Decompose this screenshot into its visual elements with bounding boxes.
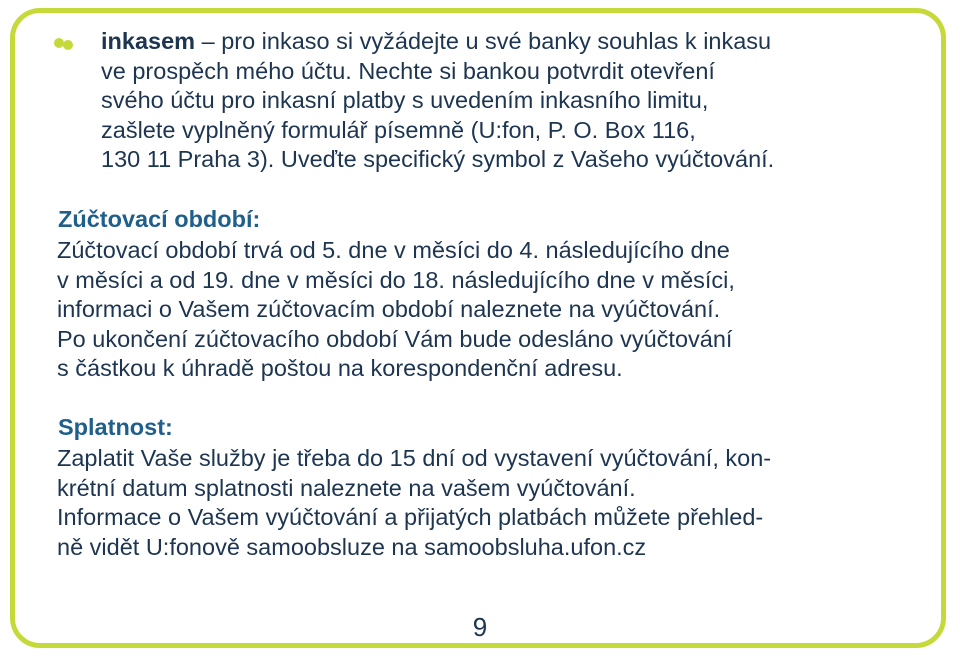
splatnost-line-1: Zaplatit Vaše služby je třeba do 15 dní od vystavení vyúčtování, kon-	[57, 445, 772, 471]
zuctovaci-line-4: Po ukončení zúčtovacího období Vám bude odesláno vyúčtování	[57, 325, 733, 352]
splatnost-line-4: ně vidět U:fonově samoobsluze na samoobsluha.ufon.cz	[57, 533, 647, 560]
inkaso-line-3: svého účtu pro inkasní platby s uvedením inkasního limitu,	[101, 87, 709, 113]
zuctovaci-paragraph	[57, 236, 735, 384]
splatnost-line-2: krétní datum splatnosti naleznete na vašem vyúčtování.	[57, 474, 636, 501]
zuctovaci-line-2: v měsíci a od 19. dne v měsíci do 18. následujícího dne v měsíci,	[57, 266, 735, 293]
splatnost-paragraph	[57, 444, 771, 562]
inkaso-line-4: zašlete vyplněný formulář písemně (U:fon, P. O. Box 116,	[101, 116, 696, 143]
zuctovaci-line-3: informaci o Vašem zúčtovacím období naleznete na vyúčtování.	[57, 296, 721, 322]
inkaso-paragraph	[101, 27, 774, 175]
zuctovaci-line-1: Zúčtovací období trvá od 5. dne v měsíci do 4. následujícího dne	[57, 237, 730, 263]
page-number: 9	[472, 612, 488, 642]
zuctovaci-heading: Zúčtovací období:	[58, 206, 261, 232]
splatnost-heading: Splatnost:	[58, 414, 173, 440]
bullet-icon	[52, 34, 78, 52]
inkaso-term: inkasem	[101, 28, 196, 54]
zuctovaci-line-5: s částkou k úhradě poštou na korespondenční adresu.	[57, 355, 623, 381]
inkaso-line-1	[101, 27, 774, 57]
inkaso-line-2: ve prospěch mého účtu. Nechte si bankou potvrdit otevření	[101, 57, 715, 84]
splatnost-line-3: Informace o Vašem vyúčtování a přijatých platbách můžete přehled-	[57, 504, 764, 530]
inkaso-line-5: 130 11 Praha 3). Uveďte specifický symbol z Vašeho vyúčtování.	[101, 146, 775, 172]
inkaso-line-1-text: – pro inkaso si vyžádejte u své banky souhlas k inkasu	[195, 28, 772, 54]
